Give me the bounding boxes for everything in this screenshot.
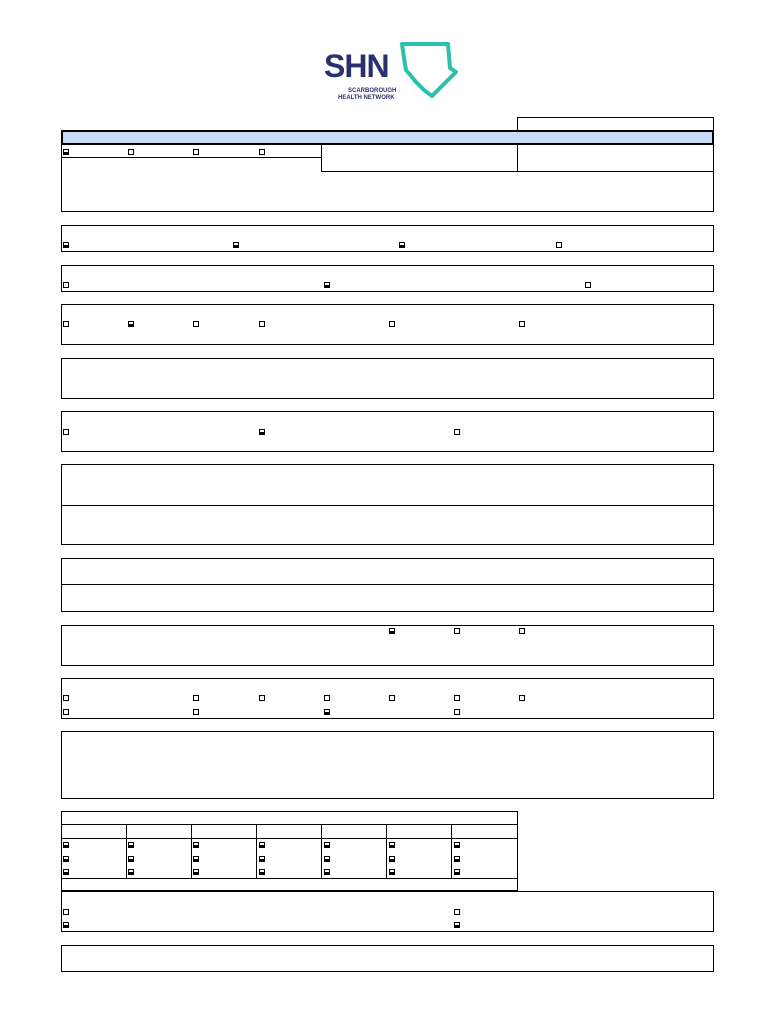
shn-logo	[320, 38, 460, 102]
grid-table	[61, 811, 518, 891]
checkbox[interactable]	[519, 695, 525, 701]
checkbox[interactable]	[454, 628, 460, 634]
grid-checkbox[interactable]	[389, 856, 395, 862]
grid-checkbox[interactable]	[389, 842, 395, 848]
grid-checkbox[interactable]	[193, 869, 199, 875]
logo-tagline-1: SCARBOROUGH	[348, 88, 397, 94]
checkbox[interactable]	[259, 429, 265, 435]
logo-wordmark: SHN	[324, 48, 389, 84]
section-14[interactable]	[61, 945, 714, 972]
grid-vline	[321, 824, 322, 878]
checkbox[interactable]	[324, 282, 330, 288]
checkbox[interactable]	[389, 321, 395, 327]
grid-vline	[386, 824, 387, 878]
checkbox[interactable]	[63, 429, 69, 435]
logo-tagline-2: HEALTH NETWORK	[338, 95, 395, 101]
checkbox[interactable]	[324, 695, 330, 701]
top-right-small-field[interactable]	[517, 117, 714, 131]
checkbox[interactable]	[128, 321, 134, 327]
section-3	[61, 265, 714, 292]
checkbox[interactable]	[63, 695, 69, 701]
checkbox[interactable]	[556, 242, 562, 248]
checkbox[interactable]	[128, 149, 134, 155]
grid-vline	[451, 824, 452, 878]
section-1-vline-b	[517, 144, 518, 172]
section-1-vline-a	[321, 144, 322, 172]
grid-vline	[126, 824, 127, 878]
grid-checkbox[interactable]	[259, 856, 265, 862]
section-8[interactable]	[61, 558, 714, 612]
section-2	[61, 225, 714, 252]
checkbox[interactable]	[454, 429, 460, 435]
checkbox[interactable]	[233, 242, 239, 248]
grid-checkbox[interactable]	[63, 856, 69, 862]
section-13	[61, 891, 714, 932]
section-1-hline-b	[321, 171, 714, 172]
checkbox[interactable]	[519, 321, 525, 327]
grid-hline-2	[61, 838, 518, 839]
checkbox[interactable]	[389, 695, 395, 701]
grid-vline	[256, 824, 257, 878]
checkbox[interactable]	[259, 695, 265, 701]
checkbox[interactable]	[454, 922, 460, 928]
section-5[interactable]	[61, 358, 714, 399]
checkbox[interactable]	[519, 628, 525, 634]
grid-checkbox[interactable]	[193, 856, 199, 862]
grid-vline	[191, 824, 192, 878]
checkbox[interactable]	[193, 709, 199, 715]
checkbox[interactable]	[193, 695, 199, 701]
section-9	[61, 625, 714, 666]
checkbox[interactable]	[585, 282, 591, 288]
header-band	[61, 130, 714, 145]
grid-hline-1	[61, 824, 518, 825]
checkbox[interactable]	[399, 242, 405, 248]
grid-checkbox[interactable]	[193, 842, 199, 848]
checkbox[interactable]	[63, 149, 69, 155]
section-8-divider	[61, 584, 714, 585]
checkbox[interactable]	[63, 321, 69, 327]
grid-checkbox[interactable]	[259, 869, 265, 875]
grid-checkbox[interactable]	[324, 856, 330, 862]
section-1-divider	[61, 157, 322, 158]
grid-checkbox[interactable]	[128, 869, 134, 875]
checkbox[interactable]	[324, 709, 330, 715]
checkbox[interactable]	[193, 321, 199, 327]
grid-checkbox[interactable]	[128, 856, 134, 862]
checkbox[interactable]	[454, 695, 460, 701]
checkbox[interactable]	[259, 149, 265, 155]
checkbox[interactable]	[454, 709, 460, 715]
grid-checkbox[interactable]	[259, 842, 265, 848]
grid-checkbox[interactable]	[324, 869, 330, 875]
grid-checkbox[interactable]	[128, 842, 134, 848]
checkbox[interactable]	[193, 149, 199, 155]
checkbox[interactable]	[259, 321, 265, 327]
checkbox[interactable]	[63, 242, 69, 248]
section-10	[61, 678, 714, 719]
grid-checkbox[interactable]	[63, 842, 69, 848]
section-11[interactable]	[61, 731, 714, 799]
grid-checkbox[interactable]	[454, 856, 460, 862]
section-7-divider	[61, 505, 714, 506]
checkbox[interactable]	[454, 909, 460, 915]
checkbox[interactable]	[63, 282, 69, 288]
grid-checkbox[interactable]	[454, 842, 460, 848]
grid-checkbox[interactable]	[63, 869, 69, 875]
section-1	[61, 144, 714, 212]
grid-checkbox[interactable]	[389, 869, 395, 875]
grid-hline-3	[61, 878, 518, 879]
checkbox[interactable]	[63, 709, 69, 715]
grid-checkbox[interactable]	[324, 842, 330, 848]
grid-checkbox[interactable]	[454, 869, 460, 875]
section-4	[61, 304, 714, 345]
checkbox[interactable]	[389, 628, 395, 634]
section-6	[61, 411, 714, 452]
checkbox[interactable]	[63, 922, 69, 928]
checkbox[interactable]	[63, 909, 69, 915]
